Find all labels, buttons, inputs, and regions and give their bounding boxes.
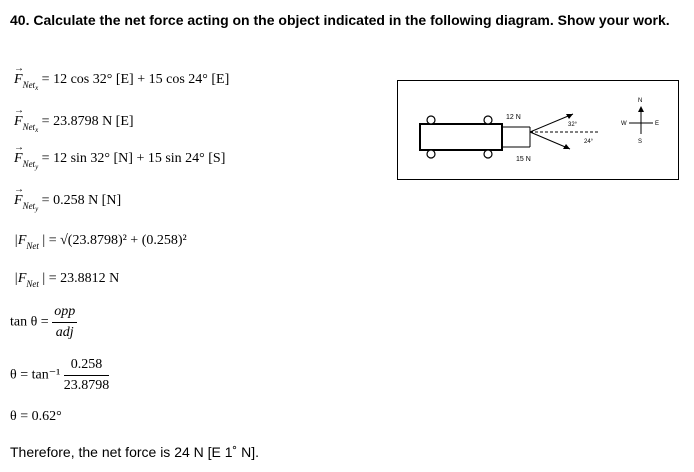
subscript-net: Netx <box>22 122 39 134</box>
label-angle-32: 32° <box>568 122 578 128</box>
wheel-icon <box>427 150 435 158</box>
equation-magnitude-result: $|F_{Net}$ | = 23.8812 N <box>14 271 120 289</box>
label-12n: 12 N <box>506 114 521 121</box>
compass-north-icon <box>638 106 644 112</box>
compass-w-label: W <box>621 121 627 127</box>
equation-theta-result: θ = 0.62° <box>10 409 62 424</box>
equation-rhs: = 0.258 N [N] <box>41 193 122 208</box>
equation-fnetx-components <box>14 63 230 92</box>
force-arrow-top <box>530 114 573 132</box>
compass-n-label: N <box>638 98 643 104</box>
equation-magnitude-formula: $|F_{Net}$ | = √(23.8798)² + (0.258)² <box>14 233 187 251</box>
equation-fnetx-result <box>14 105 134 134</box>
compass-e-label: E <box>655 121 660 127</box>
force-arrow-bottom <box>530 132 570 149</box>
equation-fnety-components <box>14 142 226 171</box>
equation-rhs: = 12 sin 32° [N] + 15 sin 24° [S] <box>41 151 226 166</box>
wheel-icon <box>484 150 492 158</box>
label-15n: 15 N <box>516 156 531 163</box>
subscript-net: Nety <box>22 159 39 171</box>
cart-body <box>420 124 502 150</box>
equation-rhs: | = √(23.8798)² + (0.258)² <box>42 233 187 248</box>
equation-tan-definition: tan θ = $\frac{\text{opp}}{\text{adj}}$ <box>10 304 76 340</box>
wheel-icon <box>427 116 435 124</box>
equation-rhs: | = 23.8812 N <box>42 271 120 286</box>
force-vector-symbol: → F <box>14 105 24 129</box>
fraction: $\frac{0.258}{23.8798}$ <box>63 357 110 393</box>
conclusion-text: Therefore, the net force is 24 N [E 1˚ N]. <box>10 444 259 460</box>
question-text: 40. Calculate the net force acting on the object indicated in the following diagram. Show your work. <box>10 12 670 28</box>
subscript-net: Netx <box>22 80 39 92</box>
subscript-net: Nety <box>22 201 39 213</box>
label-angle-24: 24° <box>584 139 594 145</box>
force-vector-symbol: → F <box>14 184 24 208</box>
wheel-icon <box>484 116 492 124</box>
force-vector-symbol: → F <box>14 142 24 166</box>
force-vector-symbol: → F <box>14 63 24 87</box>
equation-fnety-result <box>14 184 122 213</box>
equation-rhs: = 12 cos 32° [E] + 15 cos 24° [E] <box>41 72 230 87</box>
fraction: $\frac{\text{opp}}{\text{adj}}$ <box>54 304 76 340</box>
force-diagram <box>397 80 679 180</box>
force-diagram-svg <box>398 81 678 179</box>
equation-theta-inverse: θ = tan⁻¹ $\frac{0.258}{23.8798}$ <box>10 357 110 393</box>
equation-rhs: = 23.8798 N [E] <box>41 114 134 129</box>
compass-s-label: S <box>638 139 643 145</box>
